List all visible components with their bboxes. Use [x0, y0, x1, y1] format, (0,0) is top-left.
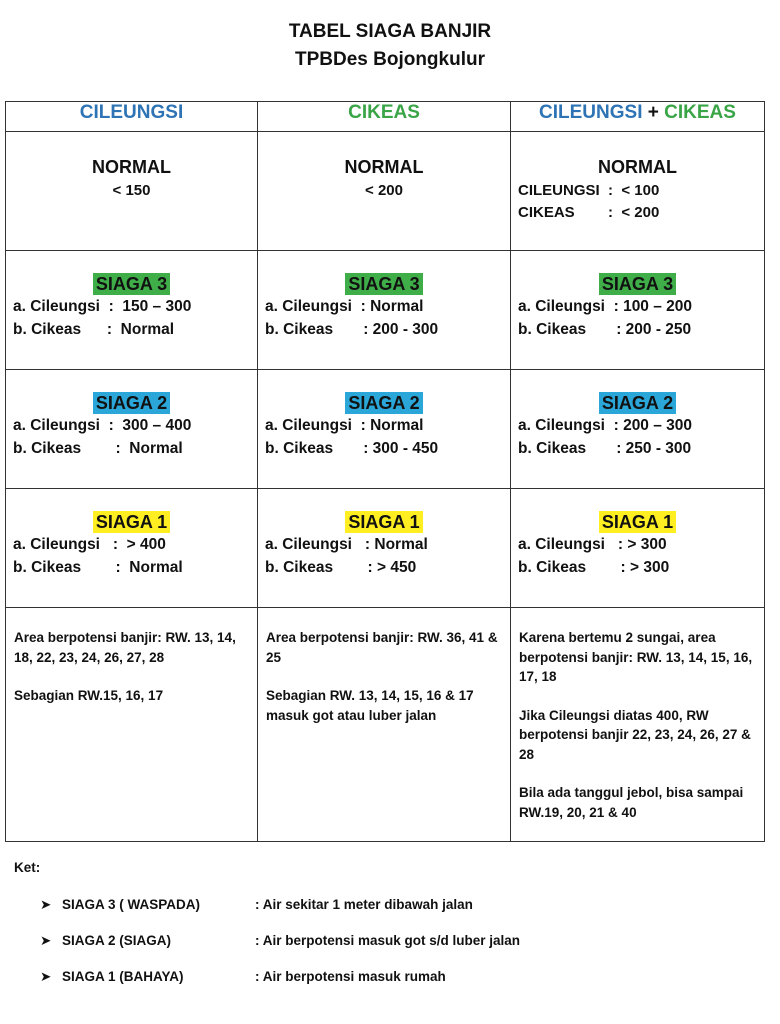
siaga3-line: b. Cikeas : 200 - 250	[518, 321, 692, 338]
siaga1-line: b. Cikeas : > 450	[265, 559, 417, 576]
siaga1-row	[6, 489, 765, 608]
siaga3-row	[6, 251, 765, 370]
area-paragraph: Sebagian RW. 13, 14, 15, 16 & 17 masuk got atau luber jalan	[266, 688, 474, 723]
area-paragraph: Bila ada tanggul jebol, bisa sampai RW.19, 20, 21 & 40	[519, 785, 744, 820]
siaga2-row	[6, 370, 765, 489]
siaga2-cell-cileungsi	[6, 370, 258, 489]
area-paragraph: Karena bertemu 2 sungai, area berpotensi banjir: RW. 13, 14, 15, 16, 17, 18	[519, 630, 753, 684]
legend-level: SIAGA 2 (SIAGA)	[62, 933, 172, 948]
siaga3-badge: SIAGA 3	[345, 273, 422, 295]
col-header-cikeas: CIKEAS	[258, 102, 511, 132]
siaga1-badge: SIAGA 1	[345, 511, 422, 533]
siaga3-badge: SIAGA 3	[93, 273, 170, 295]
area-paragraph: Area berpotensi banjir: RW. 13, 14, 18, 22, 23, 24, 26, 27, 28	[14, 630, 236, 665]
normal-row	[6, 132, 765, 251]
area-paragraph: Sebagian RW.15, 16, 17	[14, 688, 164, 703]
siaga3-cell-combined	[511, 251, 765, 370]
siaga3-line: b. Cikeas : 200 - 300	[265, 321, 439, 338]
page-subtitle: TPBDes Bojongkulur	[294, 49, 485, 70]
siaga1-cell-combined	[511, 489, 765, 608]
area-paragraph: Area berpotensi banjir: RW. 36, 41 & 25	[266, 630, 498, 665]
siaga3-line: b. Cikeas : Normal	[13, 321, 175, 338]
arrowhead-bullet-icon: ➤	[40, 969, 52, 984]
area-cell-cileungsi	[6, 608, 258, 842]
siaga2-badge: SIAGA 2	[599, 392, 676, 414]
siaga3-cell-cikeas	[258, 251, 511, 370]
siaga2-line: b. Cikeas : 250 - 300	[518, 440, 692, 457]
siaga1-line: a. Cileungsi : > 300	[518, 536, 667, 553]
col-header-combined	[511, 102, 765, 132]
siaga1-badge: SIAGA 1	[93, 511, 170, 533]
page-title: TABEL SIAGA BANJIR	[288, 21, 492, 42]
legend-description: : Air berpotensi masuk got s/d luber jalan	[255, 933, 521, 948]
normal-combined-line: CIKEAS : < 200	[518, 204, 660, 221]
arrowhead-bullet-icon: ➤	[40, 897, 52, 912]
siaga-table	[5, 101, 765, 842]
normal-label: NORMAL	[92, 157, 171, 177]
col-header-cileungsi: CILEUNGSI	[6, 102, 258, 132]
siaga1-line: b. Cikeas : Normal	[13, 559, 183, 576]
legend-description: : Air sekitar 1 meter dibawah jalan	[255, 897, 473, 912]
siaga2-badge: SIAGA 2	[345, 392, 422, 414]
legend-level: SIAGA 1 (BAHAYA)	[62, 969, 184, 984]
siaga3-badge: SIAGA 3	[599, 273, 676, 295]
siaga2-line: a. Cileungsi : Normal	[265, 417, 424, 434]
siaga2-cell-cikeas	[258, 370, 511, 489]
siaga2-badge: SIAGA 2	[93, 392, 170, 414]
normal-combined-line: CILEUNGSI : < 100	[518, 182, 660, 199]
siaga1-line: a. Cileungsi : Normal	[265, 536, 428, 553]
legend-level: SIAGA 3 ( WASPADA)	[62, 897, 201, 912]
normal-cell-cikeas	[258, 132, 511, 251]
normal-label: NORMAL	[344, 157, 424, 177]
normal-cell-cileungsi	[6, 132, 258, 251]
siaga1-line: b. Cikeas : > 300	[518, 559, 670, 576]
siaga1-cell-cileungsi	[6, 489, 258, 608]
header-row	[6, 102, 765, 132]
normal-label: NORMAL	[598, 157, 677, 177]
combined-right-label: CIKEAS	[664, 102, 736, 123]
combined-plus: +	[647, 102, 659, 123]
siaga3-line: a. Cileungsi : Normal	[265, 298, 424, 315]
siaga3-line: a. Cileungsi : 100 – 200	[518, 298, 693, 315]
legend-title: Ket:	[14, 860, 41, 875]
legend-description: : Air berpotensi masuk rumah	[255, 969, 446, 984]
combined-left-label: CILEUNGSI	[539, 102, 643, 123]
siaga2-cell-combined	[511, 370, 765, 489]
area-cell-combined	[511, 608, 765, 842]
document-title-block	[0, 18, 780, 74]
siaga1-line: a. Cileungsi : > 400	[13, 536, 166, 553]
area-row	[6, 608, 765, 842]
siaga2-line: a. Cileungsi : 200 – 300	[518, 417, 693, 434]
normal-value: < 200	[365, 182, 403, 199]
normal-value: < 150	[112, 182, 151, 199]
arrowhead-bullet-icon: ➤	[40, 933, 52, 948]
normal-cell-combined	[511, 132, 765, 251]
siaga3-cell-cileungsi	[6, 251, 258, 370]
siaga2-line: b. Cikeas : Normal	[13, 440, 183, 457]
siaga2-line: b. Cikeas : 300 - 450	[265, 440, 439, 457]
siaga2-line: a. Cileungsi : 300 – 400	[13, 417, 192, 434]
area-paragraph: Jika Cileungsi diatas 400, RW berpotensi banjir 22, 23, 24, 26, 27 & 28	[519, 707, 751, 762]
siaga1-cell-cikeas	[258, 489, 511, 608]
siaga1-badge: SIAGA 1	[599, 511, 676, 533]
siaga3-line: a. Cileungsi : 150 – 300	[13, 298, 192, 315]
area-cell-cikeas	[258, 608, 511, 842]
